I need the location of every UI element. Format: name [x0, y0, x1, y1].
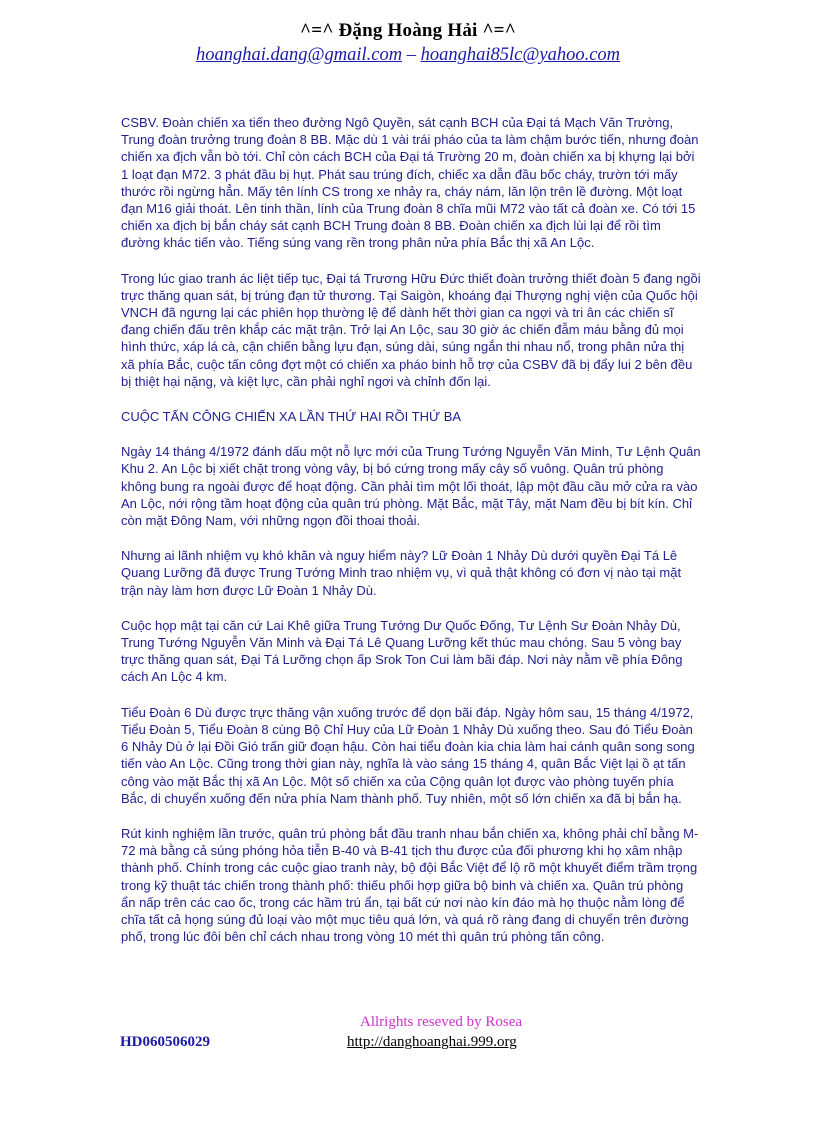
paragraph: Trong lúc giao tranh ác liệt tiếp tục, Đại tá Trương Hữu Đức thiết đoàn trưởng thiết đoàn 5 đang ngồi trực thăng quan sát, bị trúng đạn tử thương. Tại Saigòn, khoáng đại Thượng nghị viện của Quốc hội VNCH đã ngưng lại các phiên họp thường lệ để dành hết thời gian ca ngợi và tri ân các chiến sĩ đang chiến đấu trên khắp các mặt trận. Trở lại An Lộc, sau 30 giờ ác chiến đẫm máu bằng đủ mọi hình thức, xáp lá cà, cận chiến bằng lựu đạn, súng dài, súng ngắn thi nhau nổ, trong phân nửa thị xã phía Bắc, cuộc tấn công đợt một có chiến xa pháo binh hỗ trợ của CSBV đã bị đẩy lui 2 bên đều bị thiệt hại nặng, và kiệt lực, cần phải nghỉ ngơi và chỉnh đốn lại.: [121, 270, 701, 389]
email-separator: –: [402, 45, 421, 65]
author-emails: [0, 45, 816, 66]
paragraph: Tiểu Đoàn 6 Dù được trực thăng vận xuống trước để dọn bãi đáp. Ngày hôm sau, 15 tháng 4/1972, Tiểu Đoàn 5, Tiểu Đoàn 8 cùng Bộ Chỉ Huy của Lữ Đoàn 1 Nhảy Dù xuống theo. Sau đó Tiểu Đoàn 6 Nhảy Dù ở lại Đồi Gió trấn giữ đoạn hậu. Còn hai tiểu đoàn kia chia làm hai cánh quân song song tiến vào An Lộc. Cũng trong thời gian này, nghĩa là vào sáng 15 tháng 4, quân Bắc Việt lại ồ ạt tấn công vào mặt Bắc thị xã An Lộc. Một số chiến xa của Cộng quân lọt được vào phòng tuyến phía Bắc, di chuyển xuống đến nửa phía Nam thành phố. Tuy nhiên, một số lớn chiến xa đã bị bắn hạ.: [121, 704, 695, 806]
paragraph: Ngày 14 tháng 4/1972 đánh dấu một nỗ lực mới của Trung Tướng Nguyễn Văn Minh, Tư Lệnh Quân Khu 2. An Lộc bị xiết chặt trong vòng vây, bị bó cứng trong mấy cây số vuông. Quân trú phòng không bung ra ngoài được để hoạt động. Cần phải tìm một lối thoát, lập một đầu cầu mở cửa ra vào An Lộc, nới rộng tầm hoạt động của quân trú phòng. Mặt Bắc, mặt Tây, mặt Nam đều bị bít kín. Chỉ còn mặt Đông Nam, với những ngọn đồi thoai thoải.: [121, 444, 701, 529]
email-link-yahoo[interactable]: hoanghai85lc@yahoo.com: [420, 45, 621, 65]
paragraph: Nhưng ai lãnh nhiệm vụ khó khăn và nguy hiểm này? Lữ Đoàn 1 Nhảy Dù dưới quyền Đại Tá Lê Quang Lưỡng đã được Trung Tướng Minh trao nhiệm vụ, vì quả thật không có đơn vị nào tại mặt trận này làm hơn được Lữ Đoàn 1 Nhảy Dù.: [121, 548, 682, 598]
footer-document-code: HD060506029: [120, 1034, 210, 1050]
paragraph: CSBV. Đoàn chiến xa tiến theo đường Ngô Quyền, sát cạnh BCH của Đại tá Mạch Văn Trường, Trung đoàn trưởng trung đoàn 8 BB. Mặc dù 1 vài trái pháo của ta làm chậm bước tiến, nhưng đoàn chiến xa địch vẫn bò tới. Chỉ còn cách BCH của Đại tá Trường 20 m, đoàn chiến xa bị khựng lại bởi 1 loạt đạn M72. 3 phát đầu bị hụt. Phát sau trúng đích, chiếc xa dẫn đầu bốc cháy, trườn tới mấy thước rồi ngừng hẳn. Mấy tên lính CS trong xe nhảy ra, cháy nám, lăn lộn trên lề đường. Một loạt đạn M16 giải thoát. Lên tinh thần, lính của Trung đoàn 8 chĩa mũi M72 vào tất cả đoàn xe. Có tới 15 chiến xa địch bị bắn cháy sát cạnh BCH Trung đoàn 8 BB. Đoàn chiến xa địch lùi lại để rồi tìm đường khác tiến vào. Tiếng súng vang rền trong phân nửa phía Bắc thị xã An Lộc.: [121, 115, 699, 251]
footer-rights: Allrights reseved by Rosea: [360, 1014, 523, 1030]
article-body: [121, 114, 701, 963]
paragraph: Rút kinh nghiệm lần trước, quân trú phòng bắt đầu tranh nhau bắn chiến xa, không phải chỉ bằng M-72 mà bằng cả súng phóng hỏa tiễn B-40 và B-41 tịch thu được của đối phương khi họ xâm nhập thành phố. Chính trong các cuộc giao tranh này, bộ đội Bắc Việt để lộ rõ một khuyết điểm trầm trọng trong kỹ thuật tác chiến trong thành phố: thiếu phối hợp giữa bộ binh và chiến xa. Quân trú phòng ẩn nấp trên các cao ốc, trong các hầm trú ẩn, tại bất cứ nơi nào kín đáo mà họ thuộc nằm lòng để chĩa tất cả họng súng đủ loại vào một mục tiêu quá lớn, và quá rõ ràng đang di chuyển trên đường phố, trong lúc đôi bên chỉ cách nhau trong vòng 10 mét thì quân trú phòng tấn công.: [121, 825, 699, 945]
paragraph: Cuộc họp mật tại căn cứ Lai Khê giữa Trung Tướng Dư Quốc Đống, Tư Lệnh Sư Đoàn Nhảy Dù, Trung Tướng Nguyễn Văn Minh và Đại Tá Lê Quang Lưỡng kết thúc mau chóng. Sau 5 vòng bay trực thăng quan sát, Đại Tá Lưỡng chọn ấp Srok Ton Cui làm bãi đáp. Nơi này nằm về phía Đông cách An Lộc 4 km.: [121, 617, 683, 685]
footer-website-link[interactable]: http://danghoanghai.999.org: [347, 1034, 517, 1050]
section-heading: CUỘC TẤN CÔNG CHIẾN XA LẦN THỨ HAI RỒI THỨ BA: [121, 409, 462, 425]
email-link-gmail[interactable]: hoanghai.dang@gmail.com: [195, 45, 403, 65]
author-header-title: ^=^ Đặng Hoàng Hải ^=^: [300, 20, 516, 41]
